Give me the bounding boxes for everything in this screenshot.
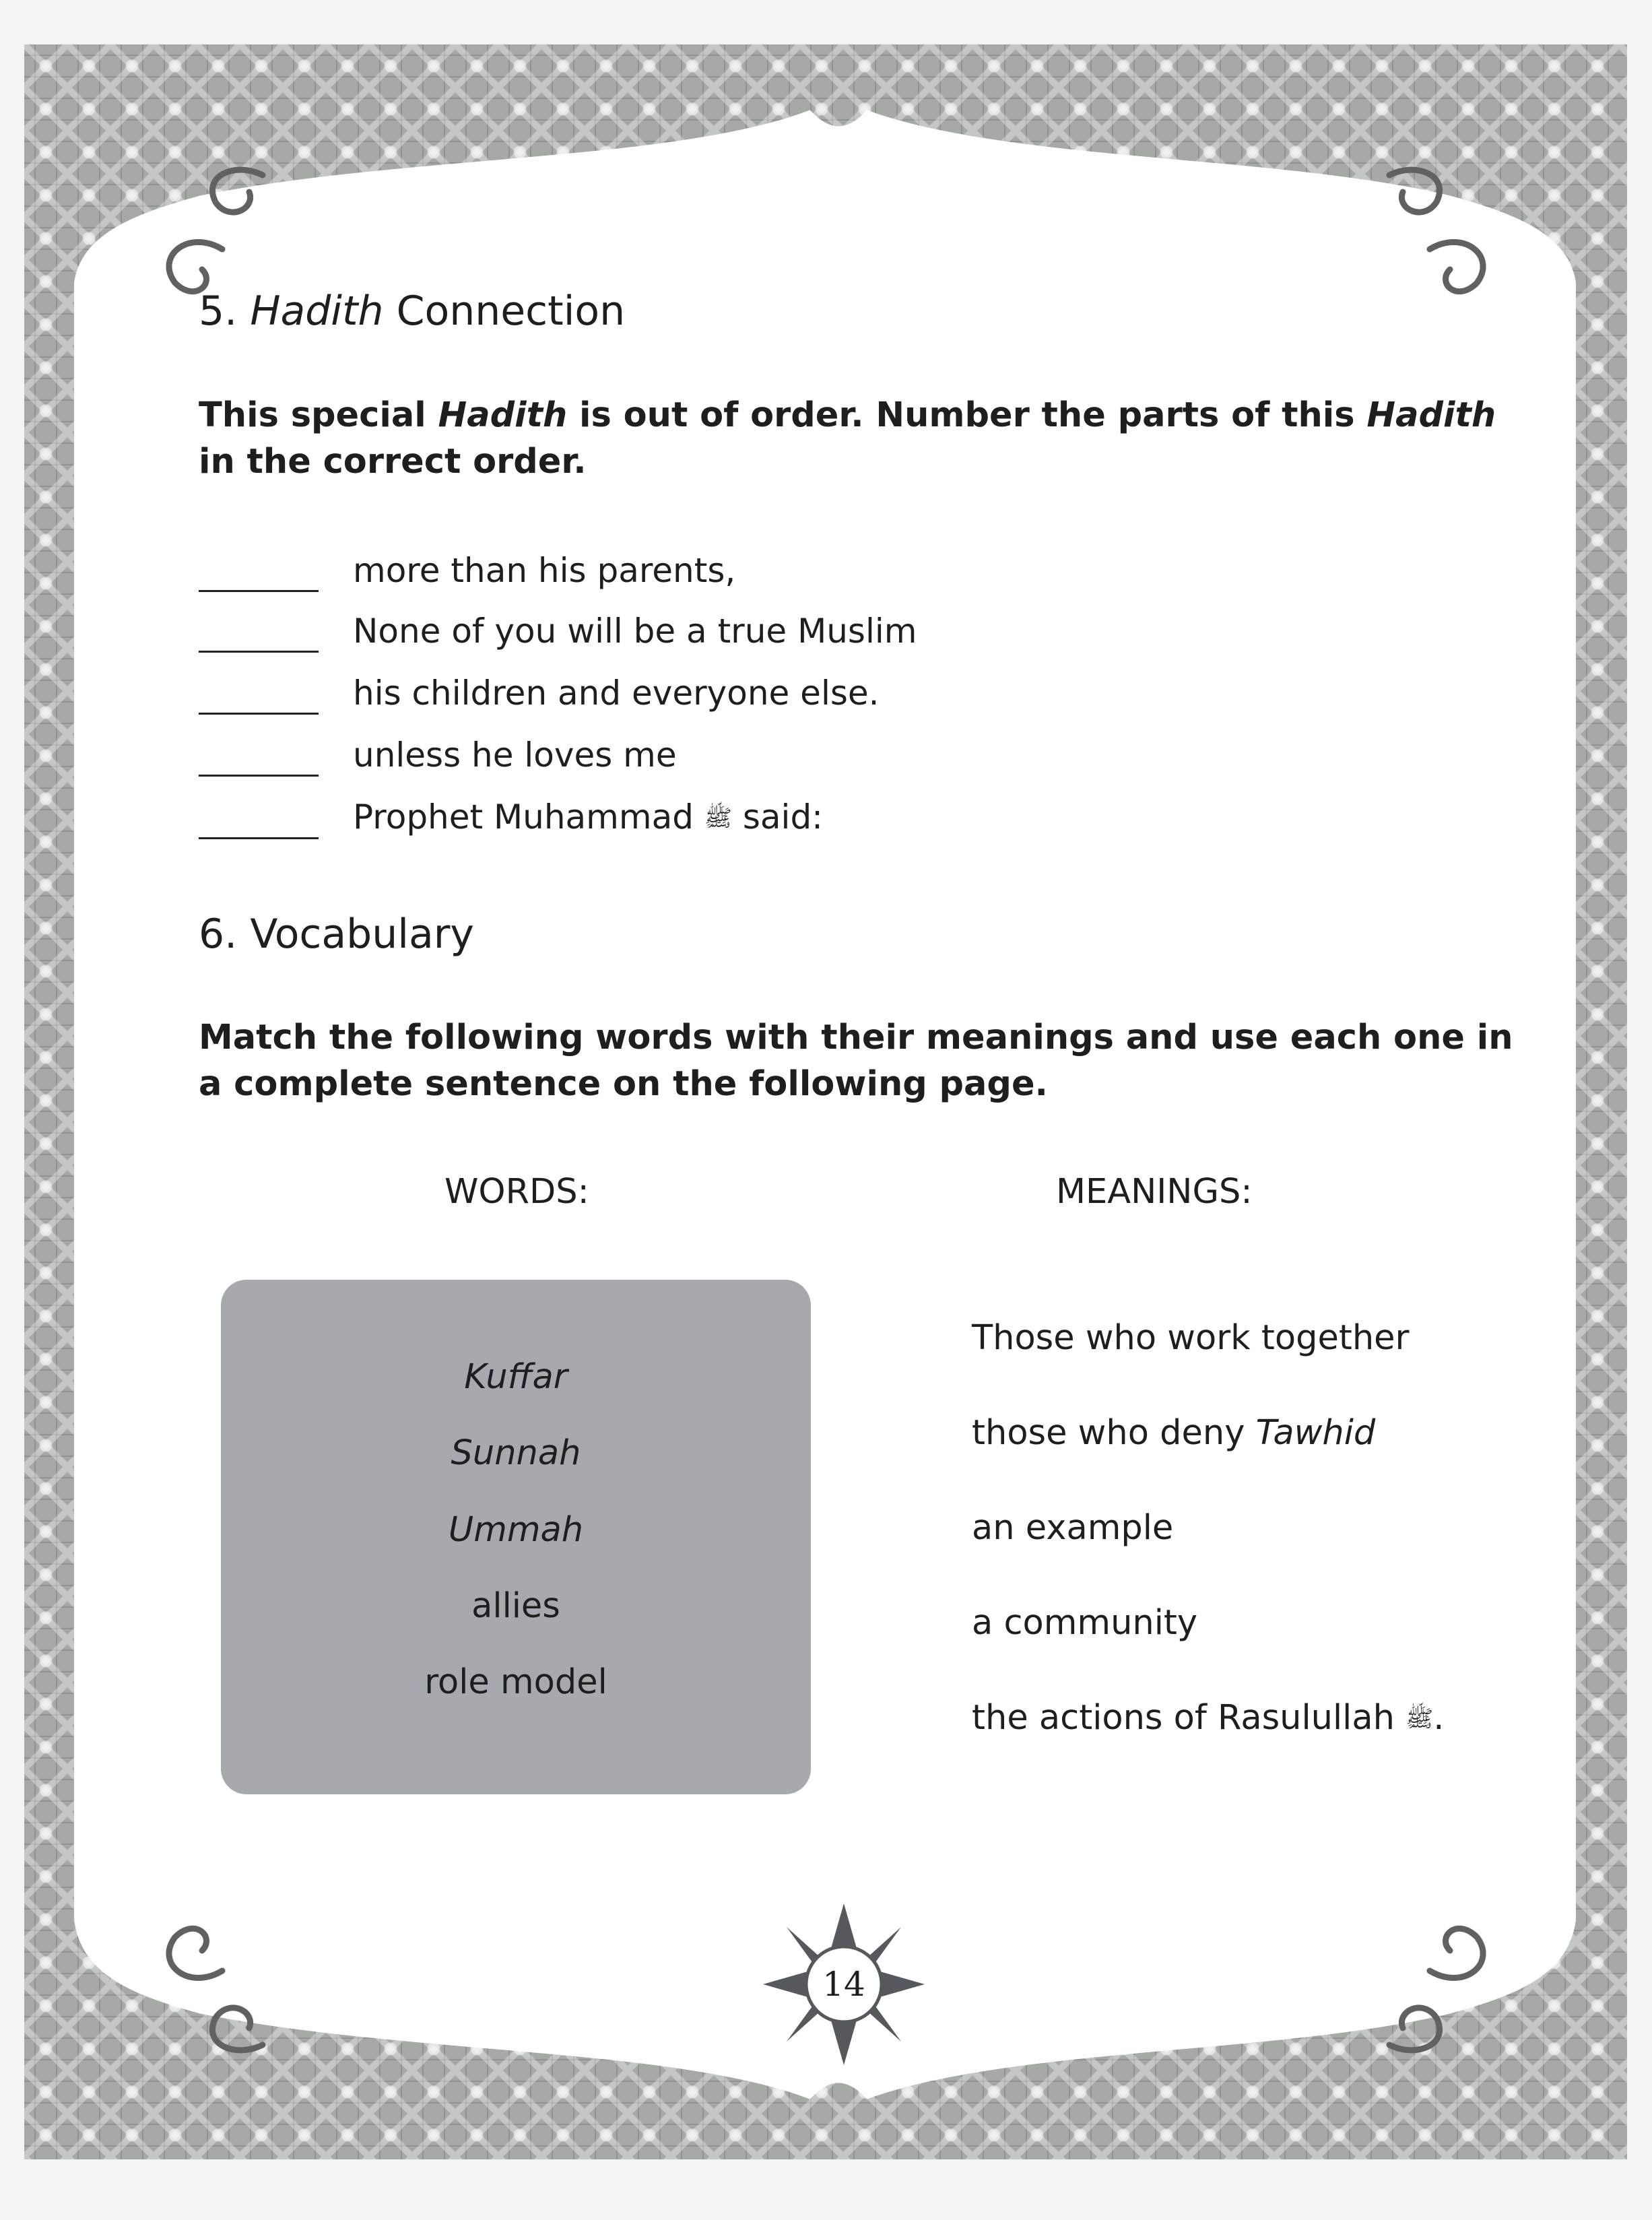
section5-number: 5. bbox=[199, 288, 238, 335]
section5-heading-rest: Connection bbox=[396, 288, 626, 335]
answer-blank-2[interactable] bbox=[199, 651, 319, 653]
word-ummah: Ummah bbox=[448, 1510, 584, 1550]
meanings-heading: MEANINGS: bbox=[1056, 1172, 1253, 1212]
hadith-part-2: None of you will be a true Muslim bbox=[353, 612, 917, 651]
answer-blank-4[interactable] bbox=[199, 775, 319, 777]
meaning-actions-period: . bbox=[1433, 1698, 1445, 1738]
words-heading: WORDS: bbox=[444, 1172, 589, 1212]
meaning-community: a community bbox=[972, 1603, 1198, 1643]
answer-blank-1[interactable] bbox=[199, 590, 319, 592]
instruction-text-2: is out of order. Number the parts of this bbox=[567, 395, 1367, 435]
instruction-text-3: in the correct order. bbox=[199, 442, 587, 482]
section5-heading bbox=[199, 288, 625, 335]
instruction-hadith-2: Hadith bbox=[1366, 395, 1496, 435]
word-sunnah: Sunnah bbox=[451, 1433, 581, 1473]
meaning-actions-text: the actions of Rasulullah bbox=[972, 1698, 1395, 1738]
section5-heading-italic: Hadith bbox=[250, 288, 384, 335]
meaning-tawhid: Tawhid bbox=[1255, 1413, 1376, 1453]
section5-instruction bbox=[199, 392, 1519, 485]
instruction-text-1: This special bbox=[199, 395, 438, 435]
section6-heading: 6. Vocabulary bbox=[199, 911, 474, 958]
word-box bbox=[221, 1280, 811, 1794]
meaning-deny-tawhid bbox=[972, 1413, 1375, 1453]
answer-blank-3[interactable] bbox=[199, 713, 319, 715]
salutation-glyph: ﷺ bbox=[704, 805, 732, 832]
hadith-part-1: more than his parents, bbox=[353, 551, 736, 590]
word-role-model: role model bbox=[424, 1662, 607, 1702]
page-number: 14 bbox=[822, 1965, 865, 2004]
meaning-work-together: Those who work together bbox=[972, 1318, 1410, 1358]
hadith-part-5 bbox=[353, 797, 823, 837]
salutation-glyph-2: ﷺ bbox=[1406, 1705, 1434, 1732]
said-text: said: bbox=[742, 797, 824, 837]
meaning-deny-text: those who deny bbox=[972, 1413, 1256, 1453]
hadith-part-4: unless he loves me bbox=[353, 736, 677, 775]
hadith-part-3: his children and everyone else. bbox=[353, 674, 880, 713]
word-kuffar: Kuffar bbox=[464, 1357, 568, 1397]
meaning-example: an example bbox=[972, 1508, 1174, 1548]
instruction-hadith-1: Hadith bbox=[438, 395, 568, 435]
prophet-name: Prophet Muhammad bbox=[353, 797, 694, 837]
answer-blank-5[interactable] bbox=[199, 837, 319, 839]
meaning-actions bbox=[972, 1698, 1444, 1738]
word-allies: allies bbox=[471, 1586, 560, 1626]
section6-instruction: Match the following words with their meanings and use each one in a complete sentence on the following page. bbox=[199, 1018, 1513, 1104]
